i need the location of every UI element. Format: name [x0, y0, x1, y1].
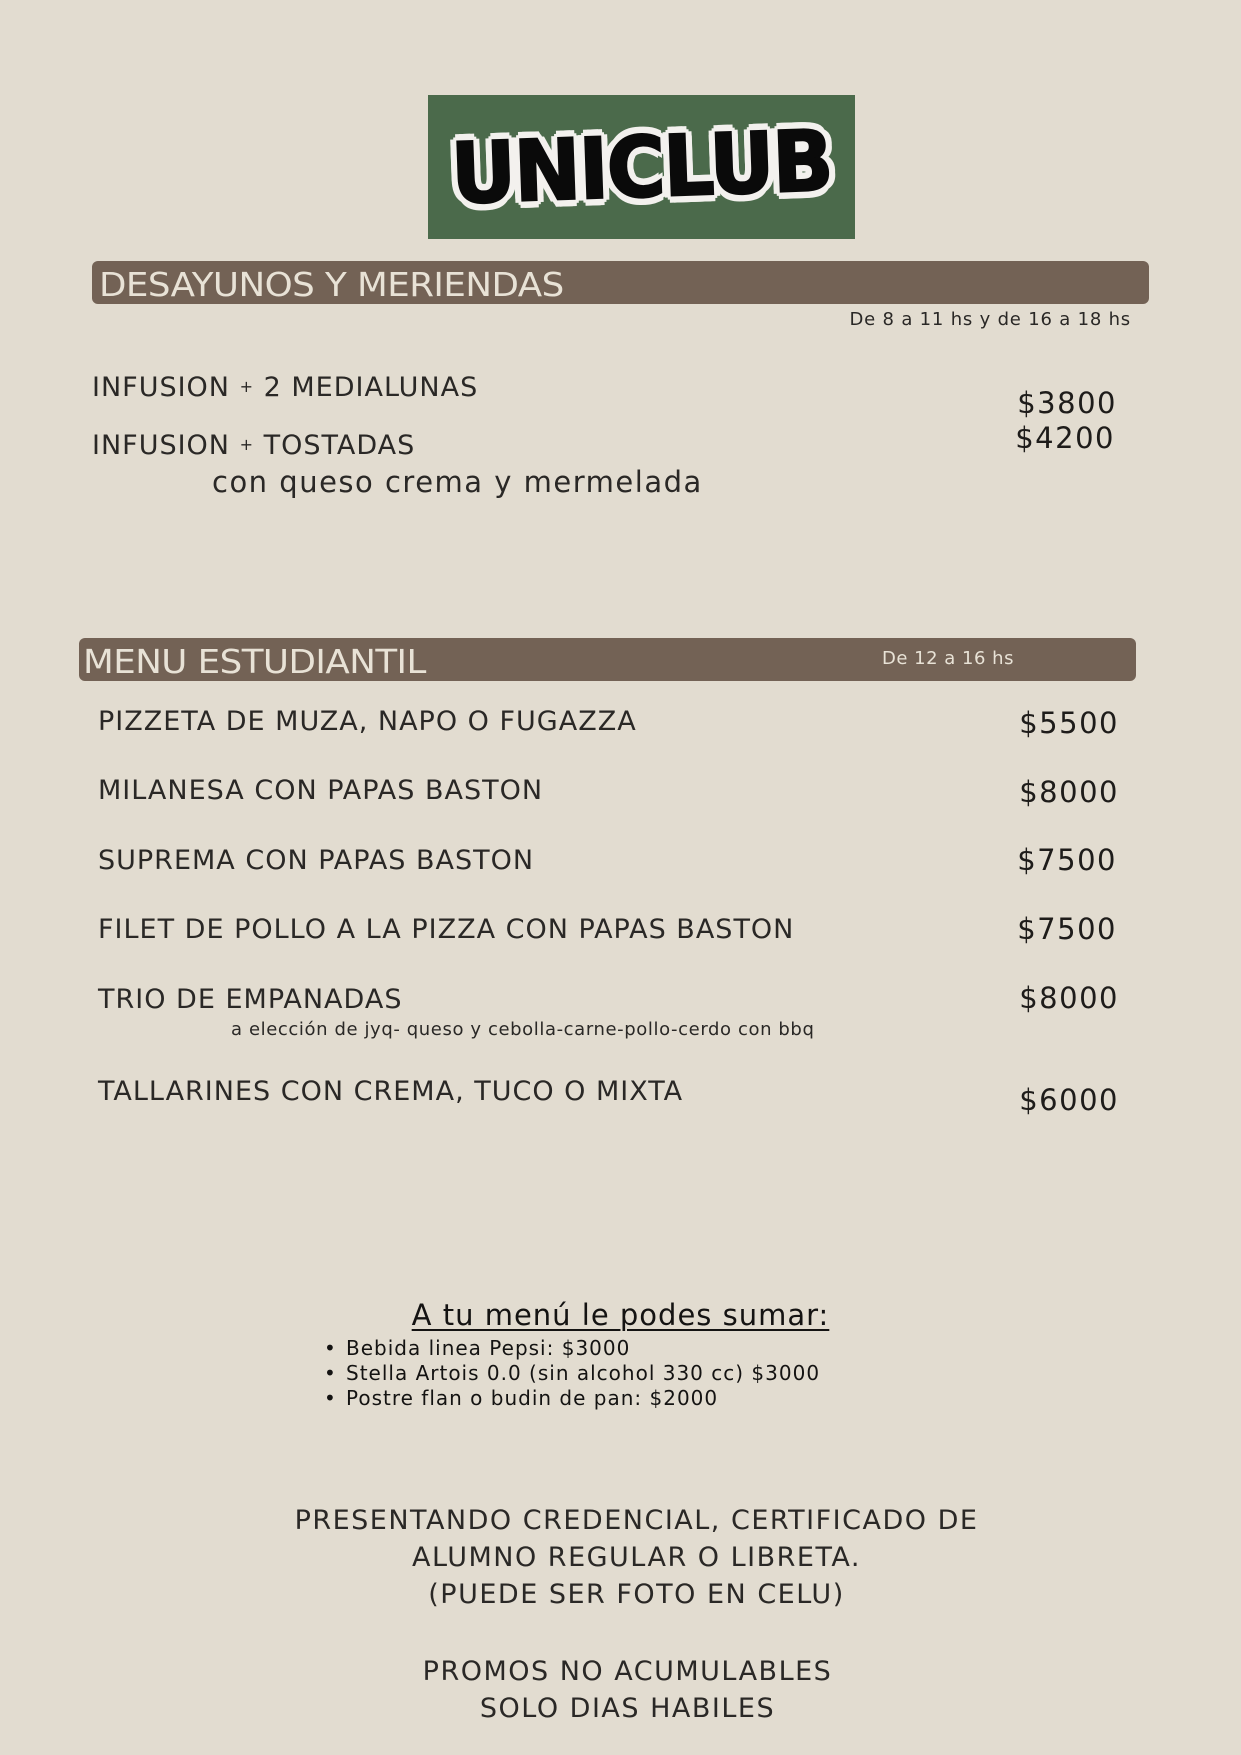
breakfast-hours: De 8 a 11 hs y de 16 a 18 hs — [849, 309, 1131, 330]
bullet-icon: • — [324, 1336, 337, 1360]
extras-item-text: Bebida linea Pepsi: $3000 — [346, 1336, 631, 1360]
plus-sign: + — [239, 377, 255, 396]
item-name-part: TOSTADAS — [263, 430, 416, 461]
section-title-breakfast: DESAYUNOS Y MERIENDAS — [99, 264, 564, 304]
bullet-icon: • — [324, 1361, 337, 1385]
item-price: $8000 — [1019, 775, 1119, 809]
plus-sign: + — [239, 435, 255, 454]
menu-item: PIZZETA DE MUZA, NAPO O FUGAZZA — [98, 706, 637, 737]
item-price: $8000 — [1019, 981, 1119, 1015]
footer-conditions — [7, 1653, 1241, 1727]
menu-item-medialunas — [92, 372, 478, 403]
section-title-student: MENU ESTUDIANTIL — [83, 641, 426, 681]
bullet-icon: • — [324, 1386, 337, 1410]
item-detail-empanadas: a elección de jyq- queso y cebolla-carne-pollo-cerdo con bbq — [231, 1019, 815, 1040]
item-name-part: 2 MEDIALUNAS — [263, 372, 479, 403]
item-price: $7500 — [1017, 912, 1117, 946]
extras-item — [324, 1361, 821, 1386]
extras-item — [324, 1336, 820, 1361]
extras-item-text: Stella Artois 0.0 (sin alcohol 330 cc) $3000 — [346, 1361, 821, 1385]
extras-title: A tu menú le podes sumar: — [411, 1298, 830, 1332]
item-price-medialunas: $3800 — [1017, 386, 1117, 420]
menu-item: TRIO DE EMPANADAS — [98, 984, 403, 1015]
uniclub-logo — [428, 95, 855, 239]
section-banner-breakfast — [92, 261, 1149, 304]
item-price: $6000 — [1019, 1083, 1119, 1117]
menu-item-tostadas — [92, 430, 415, 461]
extras-item — [324, 1386, 820, 1411]
item-name-part: INFUSION — [92, 372, 231, 403]
menu-item: FILET DE POLLO A LA PIZZA CON PAPAS BASTON — [98, 914, 795, 945]
footer-requirements — [16, 1502, 1241, 1613]
footer-line: (PUEDE SER FOTO EN CELU) — [428, 1579, 845, 1610]
section-banner-student — [79, 638, 1136, 681]
menu-item: TALLARINES CON CREMA, TUCO O MIXTA — [98, 1076, 684, 1107]
footer-line: SOLO DIAS HABILES — [479, 1693, 776, 1724]
footer-line: PROMOS NO ACUMULABLES — [422, 1656, 833, 1687]
student-hours: De 12 a 16 hs — [882, 648, 1014, 669]
menu-item: SUPREMA CON PAPAS BASTON — [98, 845, 535, 876]
menu-item: MILANESA CON PAPAS BASTON — [98, 775, 544, 806]
item-name-part: INFUSION — [92, 430, 231, 461]
item-price: $7500 — [1017, 843, 1117, 877]
extras-item-text: Postre flan o budin de pan: $2000 — [346, 1386, 719, 1410]
item-detail-tostadas: con queso crema y mermelada — [212, 465, 703, 499]
extras-list — [320, 1336, 820, 1411]
item-price-tostadas: $4200 — [1015, 421, 1115, 455]
logo-text: UNICLUB — [449, 111, 834, 223]
footer-line: ALUMNO REGULAR O LIBRETA. — [412, 1542, 861, 1573]
item-price: $5500 — [1019, 706, 1119, 740]
footer-line: PRESENTANDO CREDENCIAL, CERTIFICADO DE — [294, 1505, 979, 1536]
